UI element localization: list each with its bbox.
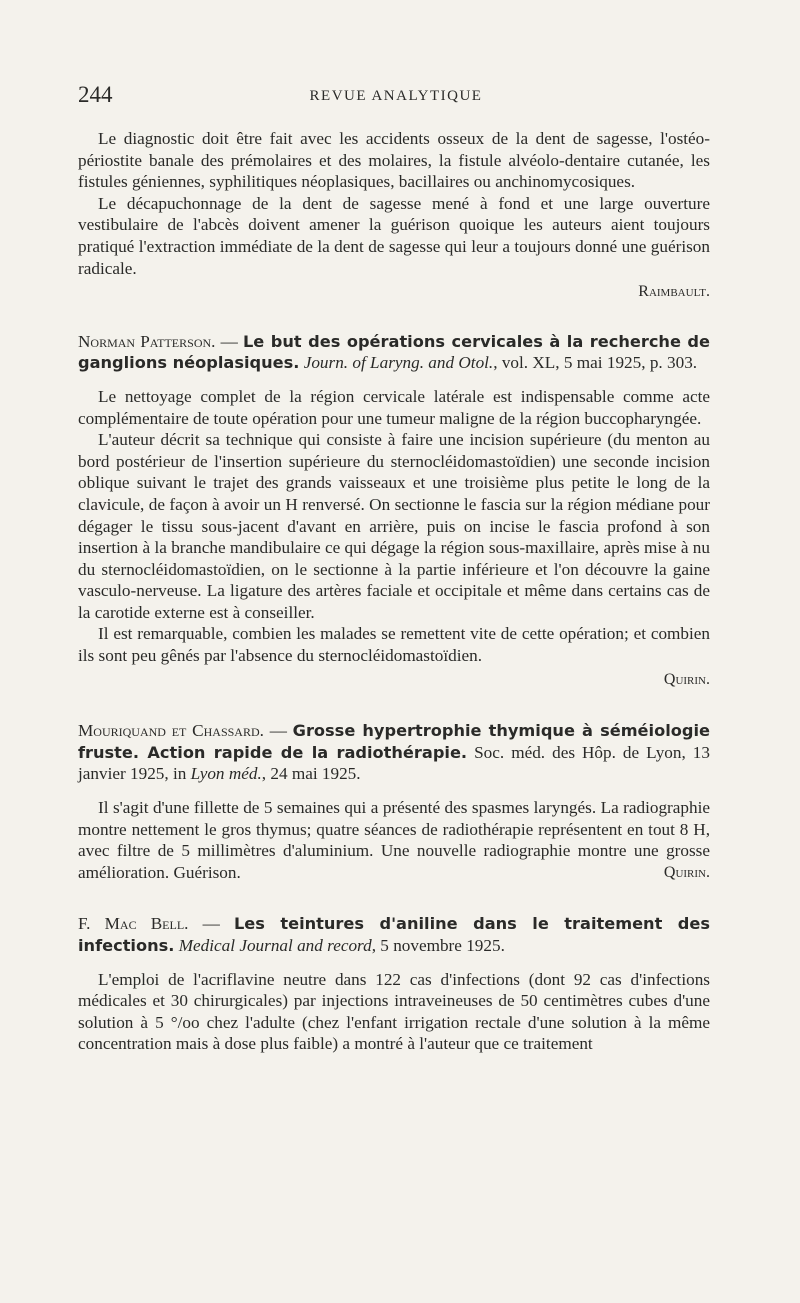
entry-heading — [78, 720, 710, 785]
paragraph: Le nettoyage complet de la région cervicale latérale est indispensable comme acte complémentaire de toute opération pour une tumeur maligne de la région buccopharyngée. — [78, 386, 710, 428]
entry-author: F. Mac Bell. — [78, 914, 189, 934]
heading-dash: — — [188, 914, 234, 934]
running-title: REVUE ANALYTIQUE — [309, 88, 483, 104]
entry-title: Grosse hypertrophie thymique à séméiologie fruste. Action rapide de la radiothérapie. — [78, 721, 710, 762]
running-header — [78, 82, 714, 110]
entry-raimbault — [78, 128, 710, 303]
citation: Soc. méd. des Hôp. de Lyon, 13 janvier 1925, in — [78, 742, 710, 784]
entry-title: Les teintures d'aniline dans le traitement des infections. — [78, 914, 711, 955]
entry-heading — [78, 913, 710, 956]
entry-mac-bell — [78, 913, 710, 1055]
journal-name: Journ. of Laryng. and Otol. — [303, 353, 494, 373]
paragraph: Il est remarquable, combien les malades se remettent vite de cette opération; et combien ils sont peu gênés par l'absence du sternocléidomastoïdien. — [78, 624, 710, 666]
signature: Quirin. — [663, 670, 710, 688]
paragraph: L'auteur décrit sa technique qui consiste à faire une incision supérieure (du menton au bord postérieur de l'insertion supérieure du sternocléidomastoïdien) une seconde incision oblique suivant le trajet des grands vaisseaux et une troisième plus petite le long de la clavicule, de façon à avoir un H renversé. On sectionne le fascia sur la région médiane pour dégager le tissu sous-jacent d'avant en arrière, puis on incise le fascia profond à son insertion à la branche mandibulaire ce qui dégage la région sous-maxillaire, après mise à nu du sternocléidomastoïdien, on le sectionne à la partie inférieure et l'on découvre la gaine vasculo-nerveuse. La ligature des artères faciale et occipitale et même dans certains cas de la carotide externe est à conseiller. — [78, 430, 710, 622]
paragraph: Il s'agit d'une fillette de 5 semaines qui a présenté des spasmes laryngés. La radiographie montre nettement le gros thymus; quatre séances de radiothérapie représentent en tout 8 H, avec filtre de 5 millimètres d'aluminium. Une nouvelle radiographie montre une grosse amélioration. Guérison. — [78, 798, 710, 882]
heading-dash: — — [215, 331, 243, 351]
page-number: 244 — [78, 82, 113, 107]
entry-title: Le but des opérations cervicales à la recherche de ganglions néoplasiques. — [78, 331, 710, 373]
heading-dash: — — [263, 721, 293, 741]
entry-heading — [78, 331, 710, 374]
paragraph: L'emploi de l'acriflavine neutre dans 122 cas d'infections (dont 92 cas d'infections médicales et 30 chirurgicales) par injections intraveineuses de 50 centimètres cubes d'une solution à 5 °/oo chez l'adulte (chez l'enfant irrigation rectale d'une solution à la même concentration mais à dose plus faible) a montré à l'auteur que ce traitement — [78, 969, 710, 1054]
paragraph: Le diagnostic doit être fait avec les accidents osseux de la dent de sagesse, l'ostéo-périostite banale des prémolaires et des molaires, la fistule alvéolo-dentaire cutanée, les fistules géniennes, syphilitiques néoplasiques, bacillaires ou anchinomycosiques. — [78, 129, 710, 192]
page-content — [78, 128, 710, 1055]
signature: Quirin. — [663, 863, 710, 881]
citation: , vol. XL, 5 mai 1925, p. 303. — [493, 353, 698, 373]
journal-name: Lyon méd. — [190, 764, 262, 784]
entry-author: Norman Patterson. — [78, 331, 216, 351]
journal-name: Medical Journal and record — [178, 936, 372, 955]
entry-mouriquand — [78, 720, 710, 883]
entry-patterson — [78, 331, 710, 691]
signature: Raimbault. — [638, 283, 710, 301]
paragraph: Le décapuchonnage de la dent de sagesse mené à fond et une large ouverture vestibulaire de l'abcès doivent amener la guérison quoique les auteurs aient toujours pratiqué l'extraction immédiate de la dent de sagesse qui leur a toujours donné une guérison radicale. — [78, 193, 710, 278]
citation: , 5 novembre 1925. — [371, 936, 505, 955]
citation: , 24 mai 1925. — [261, 764, 361, 784]
entry-author: Mouriquand et Chassard. — [78, 721, 264, 741]
